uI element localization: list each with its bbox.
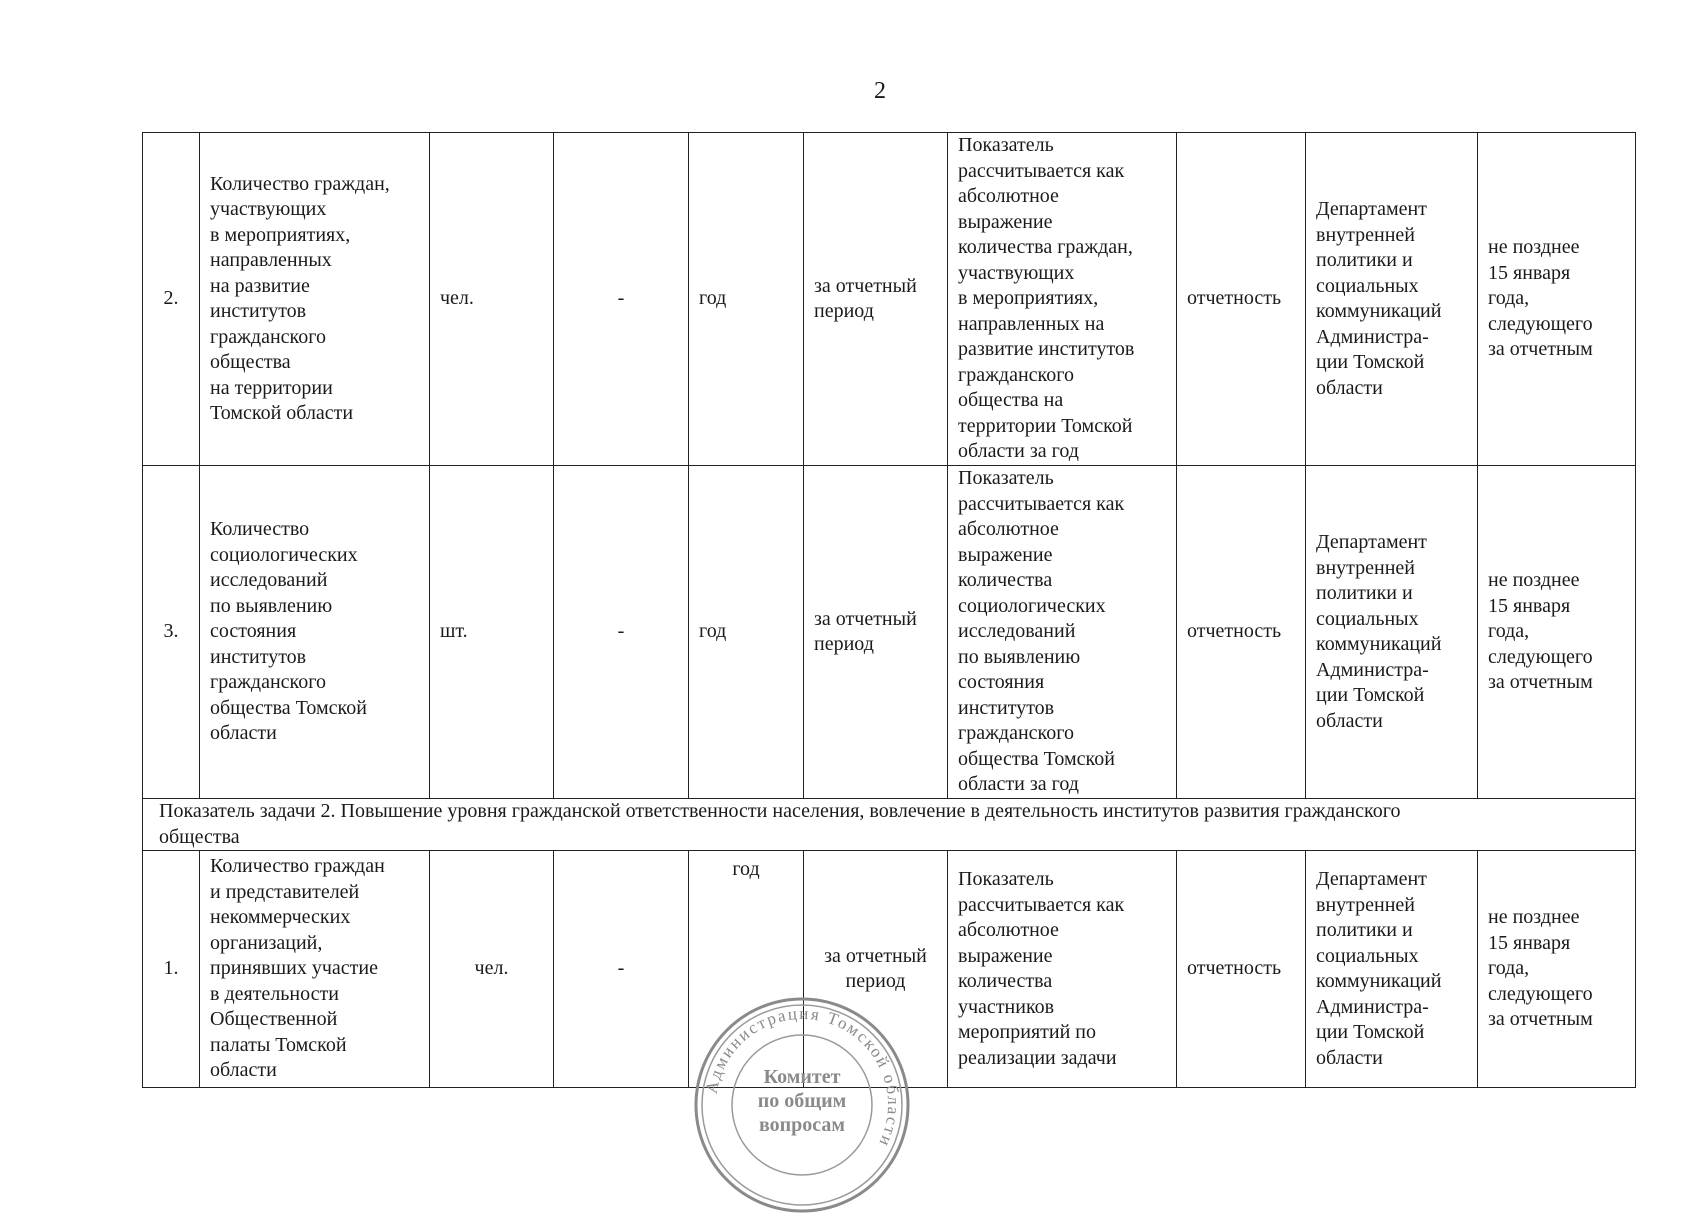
section-header-row: [143, 799, 1636, 851]
responsible-cell: Департамент внутренней политики и социальных коммуникаций Администра- ции Томской области: [1306, 133, 1478, 466]
periodicity-cell: год: [689, 133, 804, 466]
source-cell: отчетность: [1177, 466, 1306, 799]
table-row: [143, 133, 1636, 466]
official-stamp: [692, 995, 912, 1215]
row-number: 3.: [143, 466, 200, 799]
stamp-line: Комитет: [763, 1066, 841, 1088]
stamp-line: вопросам: [758, 1114, 846, 1136]
indicator-name: Количество граждан и представителей некоммерческих организаций, принявших участие в деятельности Общественной палаты Томской области: [200, 851, 430, 1088]
indicator-name: Количество социологических исследований по выявлению состояния институтов гражданского общества Томской области: [200, 466, 430, 799]
dash-cell: -: [554, 851, 689, 1088]
period-cell: за отчетный период: [804, 133, 948, 466]
definition-cell: Показатель рассчитывается как абсолютное выражение количества социологических исследований по выявлению состояния институтов гражданского общества Томской области за год: [948, 466, 1177, 799]
responsible-cell: Департамент внутренней политики и социальных коммуникаций Администра- ции Томской области: [1306, 851, 1478, 1088]
table-row: [143, 466, 1636, 799]
indicators-table: [142, 132, 1636, 1088]
dash-cell: -: [554, 466, 689, 799]
responsible-cell: Департамент внутренней политики и социальных коммуникаций Администра- ции Томской области: [1306, 466, 1478, 799]
period-cell: за отчетный период: [804, 466, 948, 799]
deadline-cell: не позднее 15 января года, следующего за отчетным: [1478, 851, 1636, 1088]
unit-cell: шт.: [430, 466, 554, 799]
dash-cell: -: [554, 133, 689, 466]
stamp-line: по общим: [757, 1090, 847, 1112]
unit-cell: чел.: [430, 851, 554, 1088]
periodicity-cell: год: [689, 851, 804, 1088]
deadline-cell: не позднее 15 января года, следующего за отчетным: [1478, 133, 1636, 466]
stamp-ring-text: Администрация Томской области: [701, 1003, 904, 1151]
source-cell: отчетность: [1177, 133, 1306, 466]
deadline-cell: не позднее 15 января года, следующего за отчетным: [1478, 466, 1636, 799]
row-number: 1.: [143, 851, 200, 1088]
row-number: 2.: [143, 133, 200, 466]
indicator-name: Количество граждан, участвующих в мероприятиях, направленных на развитие институтов гражданского общества на территории Томской области: [200, 133, 430, 466]
section-title: Показатель задачи 2. Повышение уровня гражданской ответственности населения, вовлечение в деятельность институтов развития гражданского общества: [143, 799, 1636, 851]
periodicity-cell: год: [689, 466, 804, 799]
unit-cell: чел.: [430, 133, 554, 466]
definition-cell: Показатель рассчитывается как абсолютное выражение количества участников мероприятий по реализации задачи: [948, 851, 1177, 1088]
definition-cell: Показатель рассчитывается как абсолютное выражение количества граждан, участвующих в мероприятиях, направленных на развитие институтов гражданского общества на территории Томской области за год: [948, 133, 1177, 466]
source-cell: отчетность: [1177, 851, 1306, 1088]
page-number: 2: [874, 78, 886, 104]
period-cell: за отчетный период: [804, 851, 948, 1088]
